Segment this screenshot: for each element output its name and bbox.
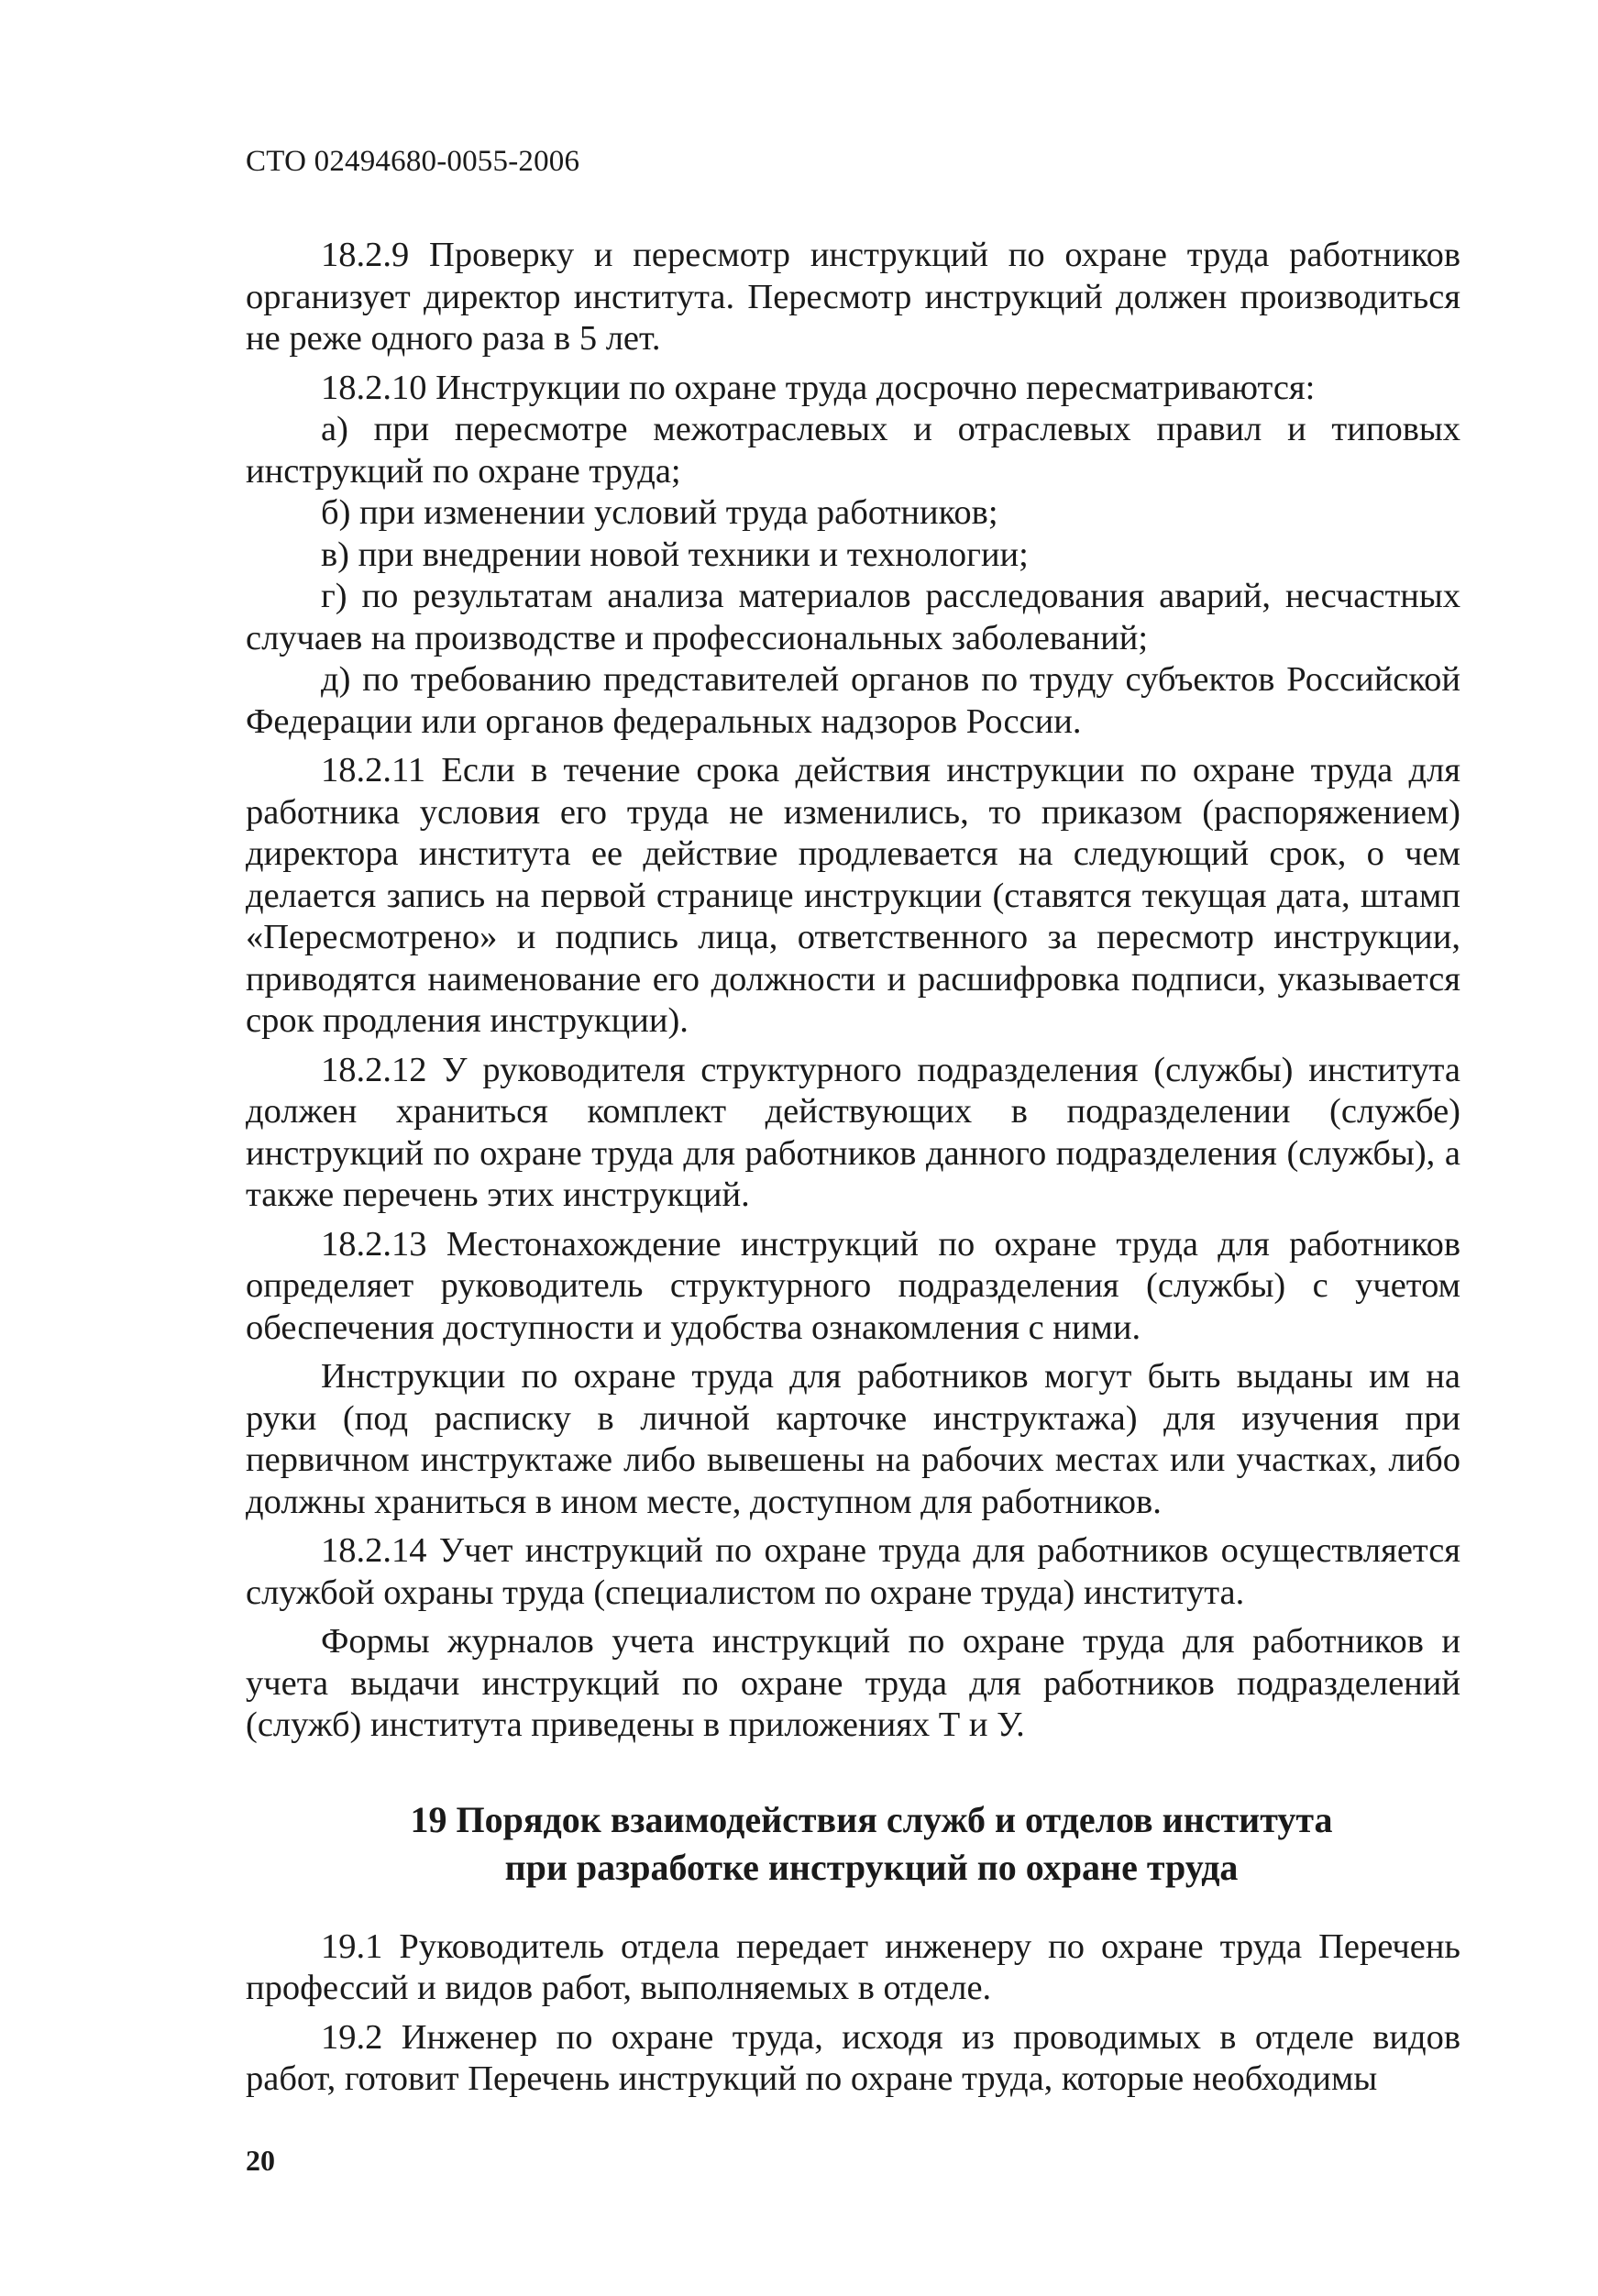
list-item-b: б) при изменении условий труда работников; xyxy=(321,493,998,532)
paragraph-18-2-13: 18.2.13 Местонахождение инструкций по охране труда для работников определяет руководитель структурного подразделения (службы) с учетом обеспечения доступности и удобства ознакомления с ними. xyxy=(246,1224,1460,1347)
list-item-a: а) при пересмотре межотраслевых и отраслевых правил и типовых инструкций по охране труда; xyxy=(246,410,1460,491)
paragraph-18-2-9: 18.2.9 Проверку и пересмотр инструкций по охране труда работников организует директор института. Пересмотр инструкций должен производиться не реже одного раза в 5 лет. xyxy=(246,236,1460,358)
paragraph-journal-forms: Формы журналов учета инструкций по охране труда для работников и учета выдачи инструкций по охране труда для работников подразделений (служб) института приведены в приложениях Т и У. xyxy=(246,1622,1460,1744)
section-heading-line-2: при разработке инструкций по охране труда xyxy=(504,1846,1239,1888)
paragraph-18-2-14: 18.2.14 Учет инструкций по охране труда для работников осуществляется службой охраны труда (специалистом по охране труда) института. xyxy=(246,1531,1460,1612)
paragraph-18-2-10: 18.2.10 Инструкции по охране труда досрочно пересматриваются: xyxy=(321,368,1316,407)
paragraph-19-2: 19.2 Инженер по охране труда, исходя из проводимых в отделе видов работ, готовит Перечень инструкций по охране труда, которые необходимы xyxy=(246,2017,1460,2098)
document-body xyxy=(246,235,1460,2101)
list-item-g: г) по результатам анализа материалов расследования аварий, несчастных случаев на производстве и профессиональных заболеваний; xyxy=(246,577,1460,657)
document-code: СТО 02494680-0055-2006 xyxy=(246,145,580,178)
page-number: 20 xyxy=(246,2144,275,2177)
paragraph-19-1: 19.1 Руководитель отдела передает инженеру по охране труда Перечень профессий и видов работ, выполняемых в отделе. xyxy=(246,1926,1460,2007)
section-heading-line-1: 19 Порядок взаимодействия служб и отделов института xyxy=(410,1798,1333,1840)
list-item-v: в) при внедрении новой техники и технологии; xyxy=(321,535,1029,574)
list-item-d: д) по требованию представителей органов по труду субъектов Российской Федерации или органов федеральных надзоров России. xyxy=(246,660,1460,741)
paragraph-instructions-location: Инструкции по охране труда для работников могут быть выданы им на руки (под расписку в личной карточке инструктажа) для изучения при первичном инструктаже либо вывешены на рабочих местах или участках, либо должны храниться в ином месте, доступном для работников. xyxy=(246,1357,1460,1521)
section-heading-19 xyxy=(246,1796,1460,1892)
paragraph-18-2-12: 18.2.12 У руководителя структурного подразделения (службы) института должен храниться комплект действующих в подразделении (службе) инструкций по охране труда для работников данного подразделения (службы), а также перечень этих инструкций. xyxy=(246,1050,1460,1214)
paragraph-18-2-11: 18.2.11 Если в течение срока действия инструкции по охране труда для работника условия его труда не изменились, то приказом (распоряжением) директора института ее действие продлевается на следующий срок, о чем делается запись на первой странице инструкции (ставятся текущая дата, штамп «Пересмотрено» и подпись лица, ответственного за пересмотр инструкции, приводятся наименование его должности и расшифровка подписи, указывается срок продления инструкции). xyxy=(246,751,1460,1040)
